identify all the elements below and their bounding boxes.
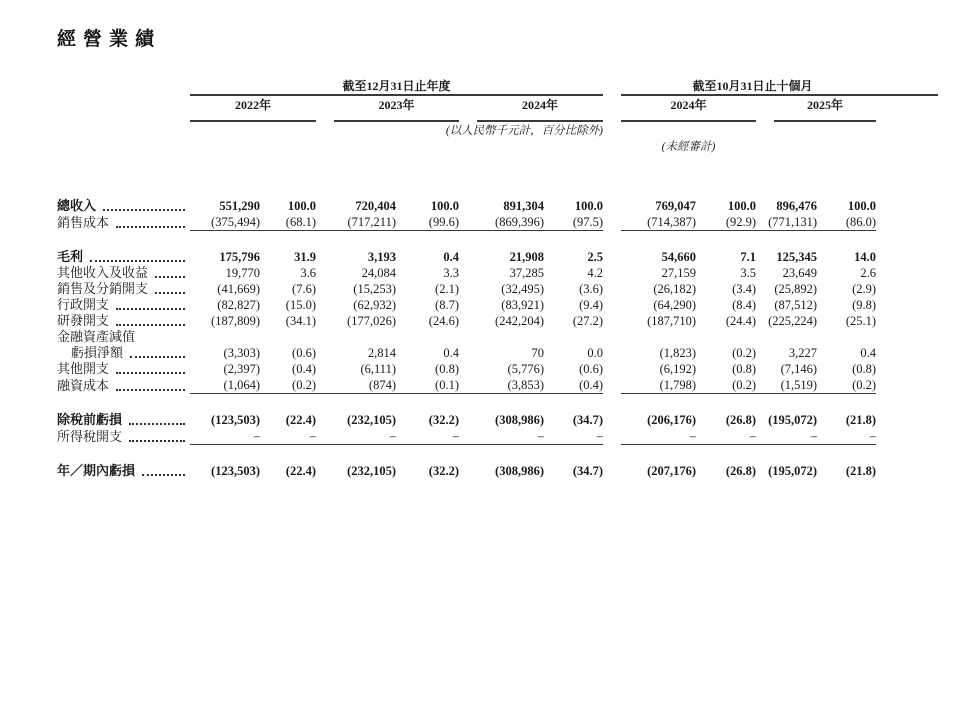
value-cell: (187,710) xyxy=(647,314,697,328)
overhang-spacer xyxy=(876,428,938,445)
table-row xyxy=(57,297,938,313)
percent-cell: 4.2 xyxy=(587,266,604,280)
value-cell: (83,921) xyxy=(501,298,544,312)
operating-results-table xyxy=(57,77,938,479)
percent-cell: – xyxy=(396,428,459,445)
percent-cell: 0.4 xyxy=(443,346,459,360)
percent-cell: (0.8) xyxy=(732,362,757,376)
value-cell: 896,476 xyxy=(776,199,818,213)
percent-cell: – xyxy=(817,428,876,445)
value-cell: (232,105) xyxy=(347,464,396,478)
percent-cell: (25.1) xyxy=(845,314,877,328)
value-cell: (242,204) xyxy=(495,314,544,328)
row-label xyxy=(57,198,190,214)
dot-leader xyxy=(116,324,185,326)
percent-cell: (8.7) xyxy=(435,298,459,312)
header-spacer xyxy=(57,122,190,138)
row-label-text: 除稅前虧損 xyxy=(57,412,123,427)
percent-cell: (68.1) xyxy=(260,214,316,231)
column-gap xyxy=(603,138,621,154)
value-cell: 24,084 xyxy=(361,266,396,280)
value-cell: (1,064) xyxy=(190,377,260,394)
value-cell: 891,304 xyxy=(503,199,544,213)
value-cell: – xyxy=(621,428,696,445)
overhang-spacer xyxy=(876,265,938,281)
value-cell: 551,290 xyxy=(219,199,260,213)
overhang-spacer xyxy=(876,345,938,361)
row-label xyxy=(57,361,190,377)
value-cell: 21,908 xyxy=(509,250,544,264)
col-group-ten-months: 截至10月31日止十個月 xyxy=(621,77,938,95)
percent-cell: 100.0 xyxy=(727,199,757,213)
table-row xyxy=(57,361,938,377)
percent-cell: (8.4) xyxy=(732,298,757,312)
row-label xyxy=(57,231,190,266)
row-label-text: 毛利 xyxy=(57,249,84,264)
dot-leader xyxy=(116,308,185,310)
header-spacer xyxy=(57,138,190,154)
currency-note-row xyxy=(57,122,938,138)
row-label xyxy=(57,377,190,394)
value-cell: (26,182) xyxy=(653,282,697,296)
value-cell: (25,892) xyxy=(774,282,818,296)
value-cell: (2,397) xyxy=(223,362,260,376)
table-row xyxy=(57,313,938,329)
percent-cell: – xyxy=(544,428,603,445)
currency-note: (以人民幣千元計，百分比除外) xyxy=(445,125,604,137)
percent-cell: – xyxy=(260,428,316,445)
value-cell: (232,105) xyxy=(347,413,396,427)
value-cell: (62,932) xyxy=(353,298,396,312)
table-row xyxy=(57,265,938,281)
percent-cell: (0.8) xyxy=(852,362,877,376)
percent-cell: (7.6) xyxy=(292,282,316,296)
value-cell: (1,519) xyxy=(756,377,817,394)
value-cell: (308,986) xyxy=(495,413,544,427)
dot-leader xyxy=(129,440,185,442)
row-label xyxy=(57,428,190,445)
percent-cell: (34.7) xyxy=(572,464,604,478)
row-label-text: 年／期內虧損 xyxy=(57,463,136,478)
row-label xyxy=(57,313,190,329)
row-label-text: 其他開支 xyxy=(57,361,110,376)
percent-cell: (15.0) xyxy=(285,298,316,312)
value-cell: – xyxy=(459,428,544,445)
percent-cell: 100.0 xyxy=(847,199,877,213)
value-cell: (3,303) xyxy=(223,346,260,360)
column-gap xyxy=(603,231,621,266)
column-gap xyxy=(603,361,621,377)
percent-cell: 100.0 xyxy=(574,199,604,213)
percent-cell: (22.4) xyxy=(285,413,316,427)
value-cell: (32,495) xyxy=(501,282,544,296)
row-label xyxy=(57,214,190,231)
row-label-text: 總收入 xyxy=(57,198,97,213)
table-row xyxy=(57,428,938,445)
dot-leader xyxy=(116,372,185,374)
row-label-text: 研發開支 xyxy=(57,313,110,328)
percent-cell: (32.2) xyxy=(428,464,459,478)
row-label-text: 其他收入及收益 xyxy=(57,265,149,280)
column-gap xyxy=(603,445,621,480)
row-label xyxy=(57,345,190,361)
value-cell: 720,404 xyxy=(355,199,396,213)
row-label xyxy=(57,297,190,313)
value-cell: (3,853) xyxy=(459,377,544,394)
overhang-spacer xyxy=(876,377,938,394)
value-cell: (1,798) xyxy=(621,377,696,394)
column-group-row xyxy=(57,77,938,95)
year-2024-ten-months: 2024年 xyxy=(621,95,756,122)
percent-cell: (24.6) xyxy=(428,314,459,328)
percent-cell: (0.2) xyxy=(260,377,316,394)
header-spacer xyxy=(621,122,938,138)
value-cell: (15,253) xyxy=(353,282,396,296)
percent-cell: (0.2) xyxy=(732,346,757,360)
header-spacer xyxy=(756,138,938,154)
row-label-text: 銷售成本 xyxy=(57,214,110,230)
value-cell: (6,111) xyxy=(360,362,396,376)
row-label-text: 融資成本 xyxy=(57,377,110,393)
value-cell: (308,986) xyxy=(495,464,544,478)
header-body-spacer xyxy=(57,154,938,198)
column-gap xyxy=(603,394,621,429)
value-cell: (82,827) xyxy=(217,298,260,312)
percent-cell: (3.6) xyxy=(579,282,604,296)
table-body xyxy=(57,198,938,479)
table-row xyxy=(57,345,938,361)
dot-leader xyxy=(116,226,185,228)
document-page xyxy=(0,24,960,721)
table-row xyxy=(57,281,938,297)
percent-cell: 2.6 xyxy=(860,266,877,280)
value-cell: (6,192) xyxy=(659,362,697,376)
value-cell: 3,227 xyxy=(788,346,818,360)
overhang-spacer xyxy=(876,297,938,313)
value-cell: 70 xyxy=(531,346,544,360)
overhang-spacer xyxy=(876,445,938,480)
dot-leader xyxy=(130,356,185,358)
column-gap xyxy=(603,377,621,394)
value-cell: 125,345 xyxy=(776,250,818,264)
overhang-spacer xyxy=(876,313,938,329)
table-row xyxy=(57,394,938,429)
percent-cell: (22.4) xyxy=(285,464,316,478)
percent-cell: 3.6 xyxy=(300,266,316,280)
value-cell: (177,026) xyxy=(347,314,396,328)
percent-cell: (21.8) xyxy=(845,413,877,427)
value-cell: (123,503) xyxy=(211,464,260,478)
column-gap xyxy=(603,265,621,281)
value-cell: – xyxy=(316,428,396,445)
value-cell: 23,649 xyxy=(782,266,818,280)
percent-cell: (0.4) xyxy=(544,377,603,394)
overhang-spacer xyxy=(876,281,938,297)
percent-cell: (9.4) xyxy=(579,298,604,312)
percent-cell: 0.4 xyxy=(443,250,459,264)
value-cell: (717,211) xyxy=(316,214,396,231)
column-gap xyxy=(603,198,621,214)
row-label-text: 虧損淨額 xyxy=(71,345,124,360)
year-2025-ten-months: 2025年 xyxy=(756,95,876,122)
column-gap xyxy=(603,313,621,329)
percent-cell: (0.4) xyxy=(292,362,316,376)
value-cell: 19,770 xyxy=(225,266,260,280)
column-gap xyxy=(603,122,621,138)
column-gap xyxy=(603,281,621,297)
year-2023: 2023年 xyxy=(316,95,459,122)
percent-cell: (0.1) xyxy=(396,377,459,394)
value-cell: 769,047 xyxy=(655,199,697,213)
percent-cell: (0.2) xyxy=(696,377,756,394)
table-row xyxy=(57,214,938,231)
row-label-text: 行政開支 xyxy=(57,297,110,312)
header-spacer xyxy=(190,138,603,154)
overhang-spacer xyxy=(876,394,938,429)
table-row xyxy=(57,231,938,266)
percent-cell: (24.4) xyxy=(725,314,757,328)
percent-cell: – xyxy=(696,428,756,445)
row-label xyxy=(57,281,190,297)
value-cell: (123,503) xyxy=(211,413,260,427)
dot-leader xyxy=(155,276,185,278)
percent-cell: 3.3 xyxy=(443,266,459,280)
column-gap xyxy=(603,95,621,122)
value-cell: (64,290) xyxy=(653,298,697,312)
overhang-spacer xyxy=(876,361,938,377)
overhang-spacer xyxy=(876,231,938,266)
value-cell: (187,809) xyxy=(211,314,260,328)
percent-cell: 100.0 xyxy=(287,199,316,213)
table-row xyxy=(57,377,938,394)
percent-cell: 7.1 xyxy=(740,250,757,264)
value-cell: 3,193 xyxy=(367,250,396,264)
percent-cell: 0.0 xyxy=(587,346,604,360)
value-cell: (87,512) xyxy=(774,298,818,312)
value-cell: 27,159 xyxy=(661,266,697,280)
percent-cell: (3.4) xyxy=(732,282,757,296)
percent-cell: (2.9) xyxy=(852,282,877,296)
value-cell: (7,146) xyxy=(780,362,818,376)
percent-cell: (34.7) xyxy=(572,413,604,427)
percent-cell: (0.8) xyxy=(435,362,459,376)
percent-cell: (92.9) xyxy=(696,214,756,231)
percent-cell: (9.8) xyxy=(852,298,877,312)
row-label-text: 所得稅開支 xyxy=(57,428,123,444)
percent-cell: (32.2) xyxy=(428,413,459,427)
percent-cell: (2.1) xyxy=(435,282,459,296)
row-label xyxy=(57,329,938,345)
percent-cell: (0.6) xyxy=(292,346,316,360)
row-label xyxy=(57,445,190,480)
year-header-row xyxy=(57,95,938,122)
value-cell: 175,796 xyxy=(219,250,260,264)
percent-cell: (27.2) xyxy=(572,314,604,328)
percent-cell: (26.8) xyxy=(725,413,757,427)
dot-leader xyxy=(90,260,185,262)
value-cell: (206,176) xyxy=(647,413,697,427)
value-cell: (207,176) xyxy=(647,464,697,478)
column-gap xyxy=(603,214,621,231)
col-group-annual: 截至12月31日止年度 xyxy=(190,77,603,95)
value-cell: (714,387) xyxy=(621,214,696,231)
header-spacer xyxy=(57,77,190,95)
value-cell: (771,131) xyxy=(756,214,817,231)
value-cell: 37,285 xyxy=(509,266,544,280)
year-2024: 2024年 xyxy=(459,95,603,122)
row-label xyxy=(57,265,190,281)
percent-cell: (21.8) xyxy=(845,464,877,478)
percent-cell: 0.4 xyxy=(860,346,877,360)
row-label-text: 銷售及分銷開支 xyxy=(57,281,149,296)
overhang-spacer xyxy=(876,95,938,122)
value-cell: 54,660 xyxy=(661,250,697,264)
dot-leader xyxy=(103,209,185,211)
value-cell: (375,494) xyxy=(190,214,260,231)
header-spacer xyxy=(57,95,190,122)
value-cell: (5,776) xyxy=(507,362,544,376)
percent-cell: (86.0) xyxy=(817,214,876,231)
dot-leader xyxy=(155,292,185,294)
percent-cell: 100.0 xyxy=(430,199,459,213)
unaudited-note: (未經審計) xyxy=(661,141,716,153)
table-row xyxy=(57,329,938,345)
value-cell: (1,823) xyxy=(659,346,697,360)
overhang-spacer xyxy=(876,214,938,231)
percent-cell: 14.0 xyxy=(854,250,877,264)
unaudited-note-row xyxy=(57,138,938,154)
percent-cell: (34.1) xyxy=(285,314,316,328)
percent-cell: (26.8) xyxy=(725,464,757,478)
percent-cell: (99.6) xyxy=(396,214,459,231)
value-cell: (41,669) xyxy=(217,282,260,296)
value-cell: 2,814 xyxy=(367,346,396,360)
table-row xyxy=(57,198,938,214)
row-label xyxy=(57,394,190,429)
column-gap xyxy=(603,345,621,361)
value-cell: (869,396) xyxy=(459,214,544,231)
value-cell: (874) xyxy=(316,377,396,394)
value-cell: (195,072) xyxy=(768,464,818,478)
year-2022: 2022年 xyxy=(190,95,316,122)
percent-cell: 31.9 xyxy=(294,250,316,264)
dot-leader xyxy=(129,423,185,425)
percent-cell: (0.2) xyxy=(817,377,876,394)
dot-leader xyxy=(116,389,185,391)
value-cell: – xyxy=(756,428,817,445)
column-gap xyxy=(603,297,621,313)
row-label-text: 金融資產減值 xyxy=(57,329,136,344)
column-gap xyxy=(603,77,621,95)
percent-cell: (0.6) xyxy=(579,362,604,376)
page-title: 經營業績 xyxy=(57,29,162,50)
value-cell: – xyxy=(190,428,260,445)
value-cell: (195,072) xyxy=(768,413,818,427)
column-gap xyxy=(603,428,621,445)
overhang-spacer xyxy=(876,198,938,214)
table-header xyxy=(57,77,938,198)
table-row xyxy=(57,445,938,480)
percent-cell: 3.5 xyxy=(740,266,757,280)
percent-cell: (97.5) xyxy=(544,214,603,231)
dot-leader xyxy=(142,474,185,476)
percent-cell: 2.5 xyxy=(587,250,604,264)
value-cell: (225,224) xyxy=(768,314,818,328)
